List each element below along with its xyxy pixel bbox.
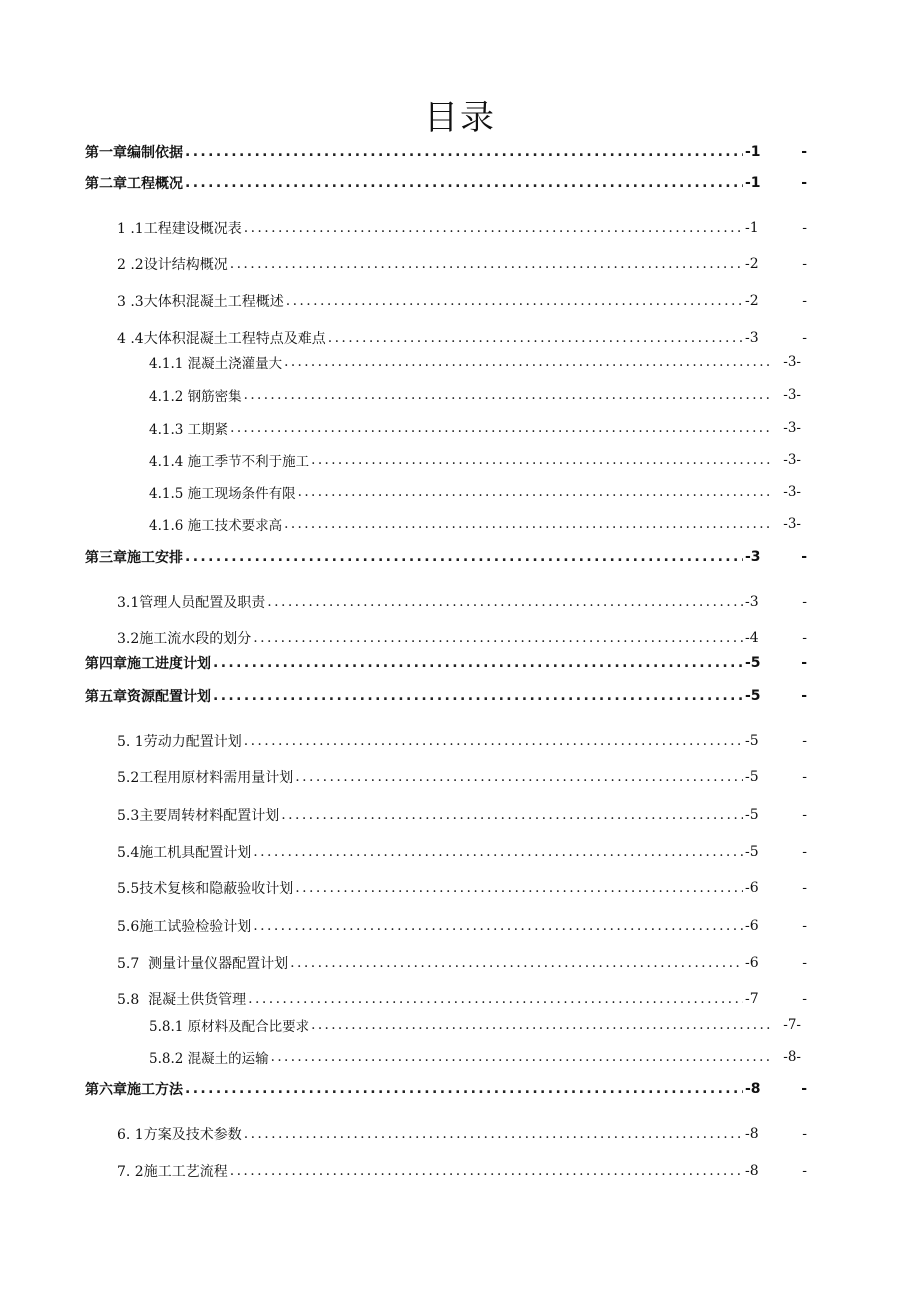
toc-chapter-1[interactable] xyxy=(85,142,807,162)
toc-page: -6 xyxy=(745,955,759,971)
toc-dash: - xyxy=(802,769,807,785)
toc-page: -2 xyxy=(745,293,759,309)
toc-dash: - xyxy=(801,549,807,565)
toc-dash: - xyxy=(802,293,807,309)
toc-page: -8- xyxy=(783,1049,801,1065)
toc-leader xyxy=(230,256,743,272)
toc-section[interactable] xyxy=(117,953,807,973)
toc-section[interactable] xyxy=(117,328,807,348)
toc-leader xyxy=(244,733,743,749)
toc-leader xyxy=(311,452,773,468)
toc-dash: - xyxy=(802,330,807,346)
toc-page: -7 xyxy=(745,991,759,1007)
toc-page: -3 xyxy=(745,549,761,565)
toc-page: -3 xyxy=(745,330,759,346)
toc-leader xyxy=(284,516,773,532)
toc-page: -5 xyxy=(745,688,761,704)
toc-page: -3 xyxy=(745,594,759,610)
toc-label: 3.1管理人员配置及职责 xyxy=(117,595,266,611)
toc-label: 第三章施工安排 xyxy=(85,550,183,566)
toc-label: 3 .3大体积混凝土工程概述 xyxy=(117,294,284,310)
toc-label: 5.7 测量计量仪器配置计划 xyxy=(117,956,289,972)
page-title: 目录 xyxy=(424,98,496,138)
toc-leader xyxy=(244,1126,743,1142)
toc-dash: - xyxy=(802,918,807,934)
toc-subsection[interactable] xyxy=(149,450,801,470)
toc-page: -5 xyxy=(745,655,761,671)
toc-dash: - xyxy=(801,175,807,191)
toc-label: 5. 1劳动力配置计划 xyxy=(117,734,242,750)
toc-chapter-3[interactable] xyxy=(85,547,807,567)
toc-dash: - xyxy=(801,1081,807,1097)
toc-page: -8 xyxy=(745,1163,759,1179)
toc-dash: - xyxy=(802,256,807,272)
toc-dash: - xyxy=(801,144,807,160)
toc-leader xyxy=(253,630,743,646)
toc-section[interactable] xyxy=(117,878,807,898)
toc-dash: - xyxy=(802,807,807,823)
toc-leader xyxy=(253,844,743,860)
toc-label: 第一章编制依据 xyxy=(85,145,183,161)
toc-subsection[interactable] xyxy=(149,1015,801,1035)
toc-dash: - xyxy=(801,655,807,671)
toc-page: -5 xyxy=(745,844,759,860)
toc-section[interactable] xyxy=(117,767,807,787)
toc-label: 7. 2施工工艺流程 xyxy=(117,1164,228,1180)
toc-leader xyxy=(244,387,773,403)
toc-label: 第四章施工进度计划 xyxy=(85,656,211,672)
toc-leader xyxy=(328,330,743,346)
toc-leader xyxy=(286,293,743,309)
toc-label: 第五章资源配置计划 xyxy=(85,689,211,705)
toc-section[interactable] xyxy=(117,842,807,862)
toc-leader xyxy=(185,1081,743,1097)
toc-dash: - xyxy=(802,1163,807,1179)
toc-dash: - xyxy=(802,880,807,896)
toc-subsection[interactable] xyxy=(149,418,801,438)
toc-page: -7- xyxy=(783,1017,801,1033)
toc-leader xyxy=(290,955,743,971)
toc-section[interactable] xyxy=(117,989,807,1009)
toc-label: 4.1.2 钢筋密集 xyxy=(149,389,242,405)
toc-label: 4.1.1 混凝土浇灌量大 xyxy=(149,356,283,372)
toc-section[interactable] xyxy=(117,218,807,238)
toc-label: 6. 1方案及技术参数 xyxy=(117,1127,242,1143)
toc-dash: - xyxy=(802,220,807,236)
toc-chapter-4[interactable] xyxy=(85,653,807,673)
toc-section[interactable] xyxy=(117,291,807,311)
toc-label: 4.1.4 施工季节不利于施工 xyxy=(149,454,310,470)
toc-page: -6 xyxy=(745,918,759,934)
toc-leader xyxy=(271,1049,773,1065)
toc-section[interactable] xyxy=(117,1161,807,1181)
toc-page: -8 xyxy=(745,1126,759,1142)
toc-section[interactable] xyxy=(117,731,807,751)
toc-subsection[interactable] xyxy=(149,385,801,405)
toc-leader xyxy=(267,594,743,610)
toc-section[interactable] xyxy=(117,254,807,274)
toc-subsection[interactable] xyxy=(149,352,801,372)
toc-leader xyxy=(230,420,773,436)
toc-label: 第六章施工方法 xyxy=(85,1082,183,1098)
toc-label: 5.8 混凝土供货管理 xyxy=(117,992,247,1008)
toc-leader xyxy=(295,769,743,785)
toc-chapter-5[interactable] xyxy=(85,686,807,706)
toc-page: -3- xyxy=(783,452,801,468)
toc-label: 4.1.6 施工技术要求高 xyxy=(149,518,283,534)
toc-label: 第二章工程概况 xyxy=(85,176,183,192)
toc-leader xyxy=(185,175,743,191)
toc-dash: - xyxy=(802,844,807,860)
toc-leader xyxy=(248,991,743,1007)
toc-leader xyxy=(284,354,773,370)
toc-page: -1 xyxy=(745,220,759,236)
toc-page: -1 xyxy=(745,175,761,191)
toc-leader xyxy=(281,807,743,823)
toc-dash: - xyxy=(802,733,807,749)
toc-leader xyxy=(295,880,743,896)
toc-section[interactable] xyxy=(117,1124,807,1144)
toc-page: -3- xyxy=(783,420,801,436)
toc-page: -5 xyxy=(745,733,759,749)
toc-label: 1 .1工程建设概况表 xyxy=(117,221,242,237)
toc-subsection[interactable] xyxy=(149,482,801,502)
toc-dash: - xyxy=(802,955,807,971)
toc-section[interactable] xyxy=(117,916,807,936)
toc-page: -2 xyxy=(745,256,759,272)
toc-subsection[interactable] xyxy=(149,514,801,534)
toc-section[interactable] xyxy=(117,628,807,648)
toc-label: 5.5技术复核和隐蔽验收计划 xyxy=(117,881,294,897)
toc-page: -3- xyxy=(783,484,801,500)
toc-section[interactable] xyxy=(117,805,807,825)
toc-page: -6 xyxy=(745,880,759,896)
toc-chapter-2[interactable] xyxy=(85,173,807,193)
toc-page: -5 xyxy=(745,769,759,785)
toc-leader xyxy=(244,220,743,236)
toc-leader xyxy=(311,1017,773,1033)
toc-page: -3- xyxy=(783,387,801,403)
toc-label: 5.3主要周转材料配置计划 xyxy=(117,808,280,824)
toc-leader xyxy=(253,918,743,934)
toc-leader xyxy=(213,688,743,704)
toc-dash: - xyxy=(802,630,807,646)
toc-page: -8 xyxy=(745,1081,761,1097)
toc-label: 5.8.1 原材料及配合比要求 xyxy=(149,1019,310,1035)
toc-page: -1 xyxy=(745,144,761,160)
toc-leader xyxy=(185,144,743,160)
toc-label: 5.8.2 混凝土的运输 xyxy=(149,1051,269,1067)
toc-dash: - xyxy=(802,991,807,1007)
toc-label: 2 .2设计结构概况 xyxy=(117,257,228,273)
toc-section[interactable] xyxy=(117,592,807,612)
toc-chapter-6[interactable] xyxy=(85,1079,807,1099)
toc-page: -4 xyxy=(745,630,759,646)
toc-dash: - xyxy=(801,688,807,704)
toc-label: 5.4施工机具配置计划 xyxy=(117,845,252,861)
toc-label: 4.1.3 工期紧 xyxy=(149,422,229,438)
toc-dash: - xyxy=(802,1126,807,1142)
toc-leader xyxy=(213,655,743,671)
toc-label: 5.6施工试验检验计划 xyxy=(117,919,252,935)
toc-page: -3- xyxy=(783,354,801,370)
toc-page: -5 xyxy=(745,807,759,823)
toc-subsection[interactable] xyxy=(149,1047,801,1067)
toc-label: 5.2工程用原材料需用量计划 xyxy=(117,770,294,786)
toc-page: -3- xyxy=(783,516,801,532)
toc-label: 4.1.5 施工现场条件有限 xyxy=(149,486,296,502)
toc-leader xyxy=(185,549,743,565)
toc-leader xyxy=(298,484,773,500)
toc-dash: - xyxy=(802,594,807,610)
toc-label: 3.2施工流水段的划分 xyxy=(117,631,252,647)
toc-leader xyxy=(230,1163,743,1179)
toc-label: 4 .4大体积混凝土工程特点及难点 xyxy=(117,331,326,347)
